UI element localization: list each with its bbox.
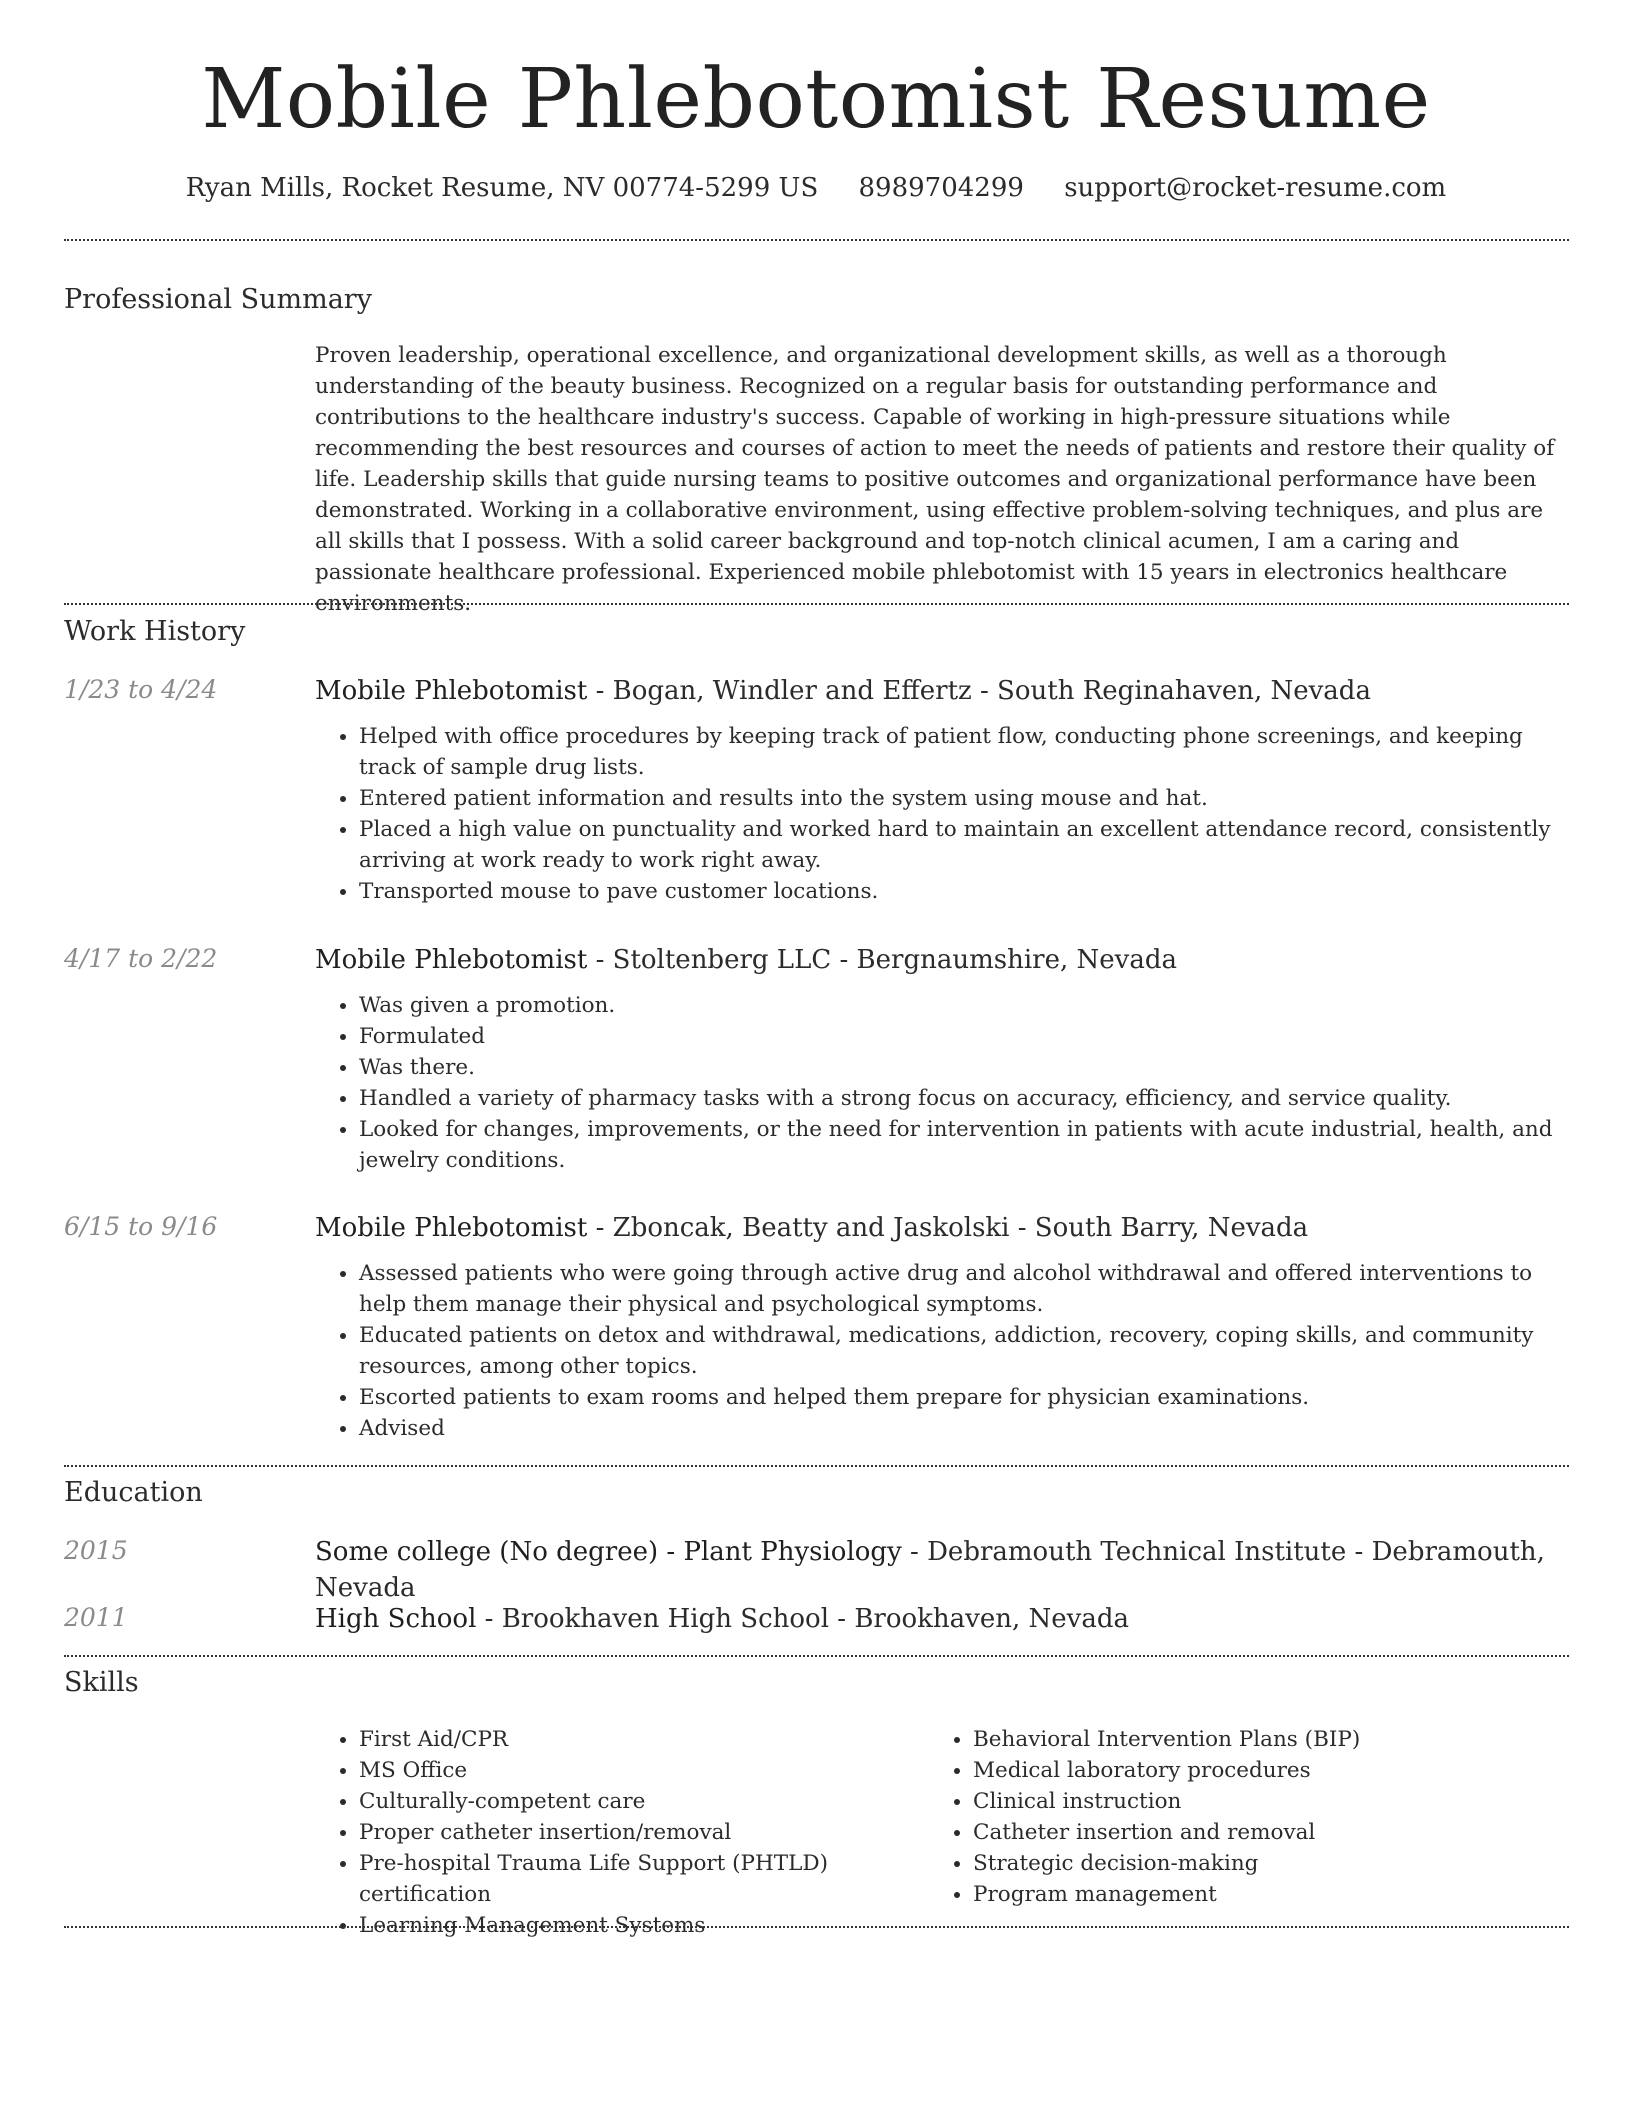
education-degree: Some college (No degree) - Plant Physiology [315, 1537, 902, 1567]
job-dates: 6/15 to 9/16 [64, 1212, 218, 1241]
list-item: • Was given a promotion. [359, 990, 1565, 1021]
skill-item: • Catheter insertion and removal [973, 1817, 1360, 1848]
job-bullets [315, 721, 1565, 907]
list-item: • Assessed patients who were going through active drug and alcohol withdrawal and offered interventions to help them manage their physical and psychological symptoms. [359, 1258, 1565, 1320]
list-item: • Transported mouse to pave customer locations. [359, 876, 1565, 907]
divider [64, 239, 1569, 241]
contact-email: support@rocket-resume.com [1064, 173, 1447, 203]
education-entry [315, 1534, 1565, 1606]
education-entry [315, 1601, 1565, 1637]
job-bullets [315, 990, 1565, 1176]
education-year: 2011 [64, 1603, 128, 1632]
job-title: Mobile Phlebotomist [315, 945, 588, 975]
job-bullets [315, 1258, 1565, 1444]
skill-item: • MS Office [359, 1755, 929, 1786]
summary-text: Proven leadership, operational excellence, and organizational development skills, as well as a thorough understanding of the beauty business. Recognized on a regular basis for outstanding performance and contributions to the healthcare industry's success. Capable of working in high-pressure situations while recommending the best resources and courses of action to meet the needs of patients and restore their quality of life. Leadership skills that guide nursing teams to positive outcomes and organizational performance have been demonstrated. Working in a collaborative environment, using effective problem-solving techniques, and plus are all skills that I possess. With a solid career background and top-notch clinical acumen, I am a caring and passionate healthcare professional. Experienced mobile phlebotomist with 15 years in electronics healthcare environments. [315, 343, 1555, 616]
skill-item: • Learning Management Systems [359, 1910, 929, 1941]
list-item: • Advised [359, 1413, 1565, 1444]
education-year: 2015 [64, 1536, 128, 1565]
resume-title: Mobile Phlebotomist Resume [201, 52, 1431, 147]
skills-column-2 [929, 1724, 1360, 1941]
skill-item: • Pre-hospital Trauma Life Support (PHTLD) certification [359, 1848, 929, 1910]
skill-item: • First Aid/CPR [359, 1724, 929, 1755]
list-item: • Helped with office procedures by keeping track of patient flow, conducting phone screenings, and keeping track of sample drug lists. [359, 721, 1565, 783]
skill-item: • Clinical instruction [973, 1786, 1360, 1817]
job-entry [315, 673, 1565, 907]
job-dates: 4/17 to 2/22 [64, 944, 218, 973]
job-title-line [315, 1210, 1565, 1246]
skill-item: • Behavioral Intervention Plans (BIP) [973, 1724, 1360, 1755]
list-item: • Handled a variety of pharmacy tasks with a strong focus on accuracy, efficiency, and service quality. [359, 1083, 1565, 1114]
skill-item: • Strategic decision-making [973, 1848, 1360, 1879]
job-detail: - Zboncak, Beatty and Jaskolski - South Barry, Nevada [587, 1213, 1309, 1243]
list-item: • Was there. [359, 1052, 1565, 1083]
skills-column-1 [315, 1724, 929, 1941]
list-item: • Educated patients on detox and withdrawal, medications, addiction, recovery, coping skills, and community resources, among other topics. [359, 1320, 1565, 1382]
job-title-line [315, 673, 1565, 709]
skill-item: • Medical laboratory procedures [973, 1755, 1360, 1786]
skill-item: • Proper catheter insertion/removal [359, 1817, 929, 1848]
education-degree: High School [315, 1604, 477, 1634]
divider [64, 1926, 1569, 1928]
contact-address: Ryan Mills, Rocket Resume, NV 00774-5299 US [185, 173, 819, 203]
skill-item: • Culturally-competent care [359, 1786, 929, 1817]
work-history-heading: Work History [64, 616, 246, 647]
divider [64, 1655, 1569, 1657]
skill-item: • Program management [973, 1879, 1360, 1910]
job-title: Mobile Phlebotomist [315, 676, 588, 706]
job-entry [315, 942, 1565, 1176]
divider [64, 1465, 1569, 1467]
contact-line [0, 170, 1632, 206]
job-detail: - Bogan, Windler and Effertz - South Reginahaven, Nevada [587, 676, 1371, 706]
list-item: • Formulated [359, 1021, 1565, 1052]
job-title: Mobile Phlebotomist [315, 1213, 588, 1243]
skills-heading: Skills [64, 1667, 139, 1698]
job-detail: - Stoltenberg LLC - Bergnaumshire, Nevada [587, 945, 1177, 975]
summary-heading: Professional Summary [64, 284, 372, 315]
education-detail: - Brookhaven High School - Brookhaven, Nevada [476, 1604, 1129, 1634]
job-entry [315, 1210, 1565, 1444]
divider [64, 603, 1569, 605]
education-detail: - Debramouth Technical Institute - Debramouth, Nevada [315, 1537, 1545, 1603]
list-item: • Placed a high value on punctuality and worked hard to maintain an excellent attendance record, consistently arriving at work ready to work right away. [359, 814, 1565, 876]
list-item: • Entered patient information and results into the system using mouse and hat. [359, 783, 1565, 814]
list-item: • Escorted patients to exam rooms and helped them prepare for physician examinations. [359, 1382, 1565, 1413]
list-item: • Looked for changes, improvements, or the need for intervention in patients with acute industrial, health, and jewelry conditions. [359, 1114, 1565, 1176]
job-dates: 1/23 to 4/24 [64, 675, 218, 704]
job-title-line [315, 942, 1565, 978]
skills-list [315, 1724, 1565, 1941]
education-heading: Education [64, 1477, 203, 1508]
contact-phone: 8989704299 [858, 173, 1024, 203]
